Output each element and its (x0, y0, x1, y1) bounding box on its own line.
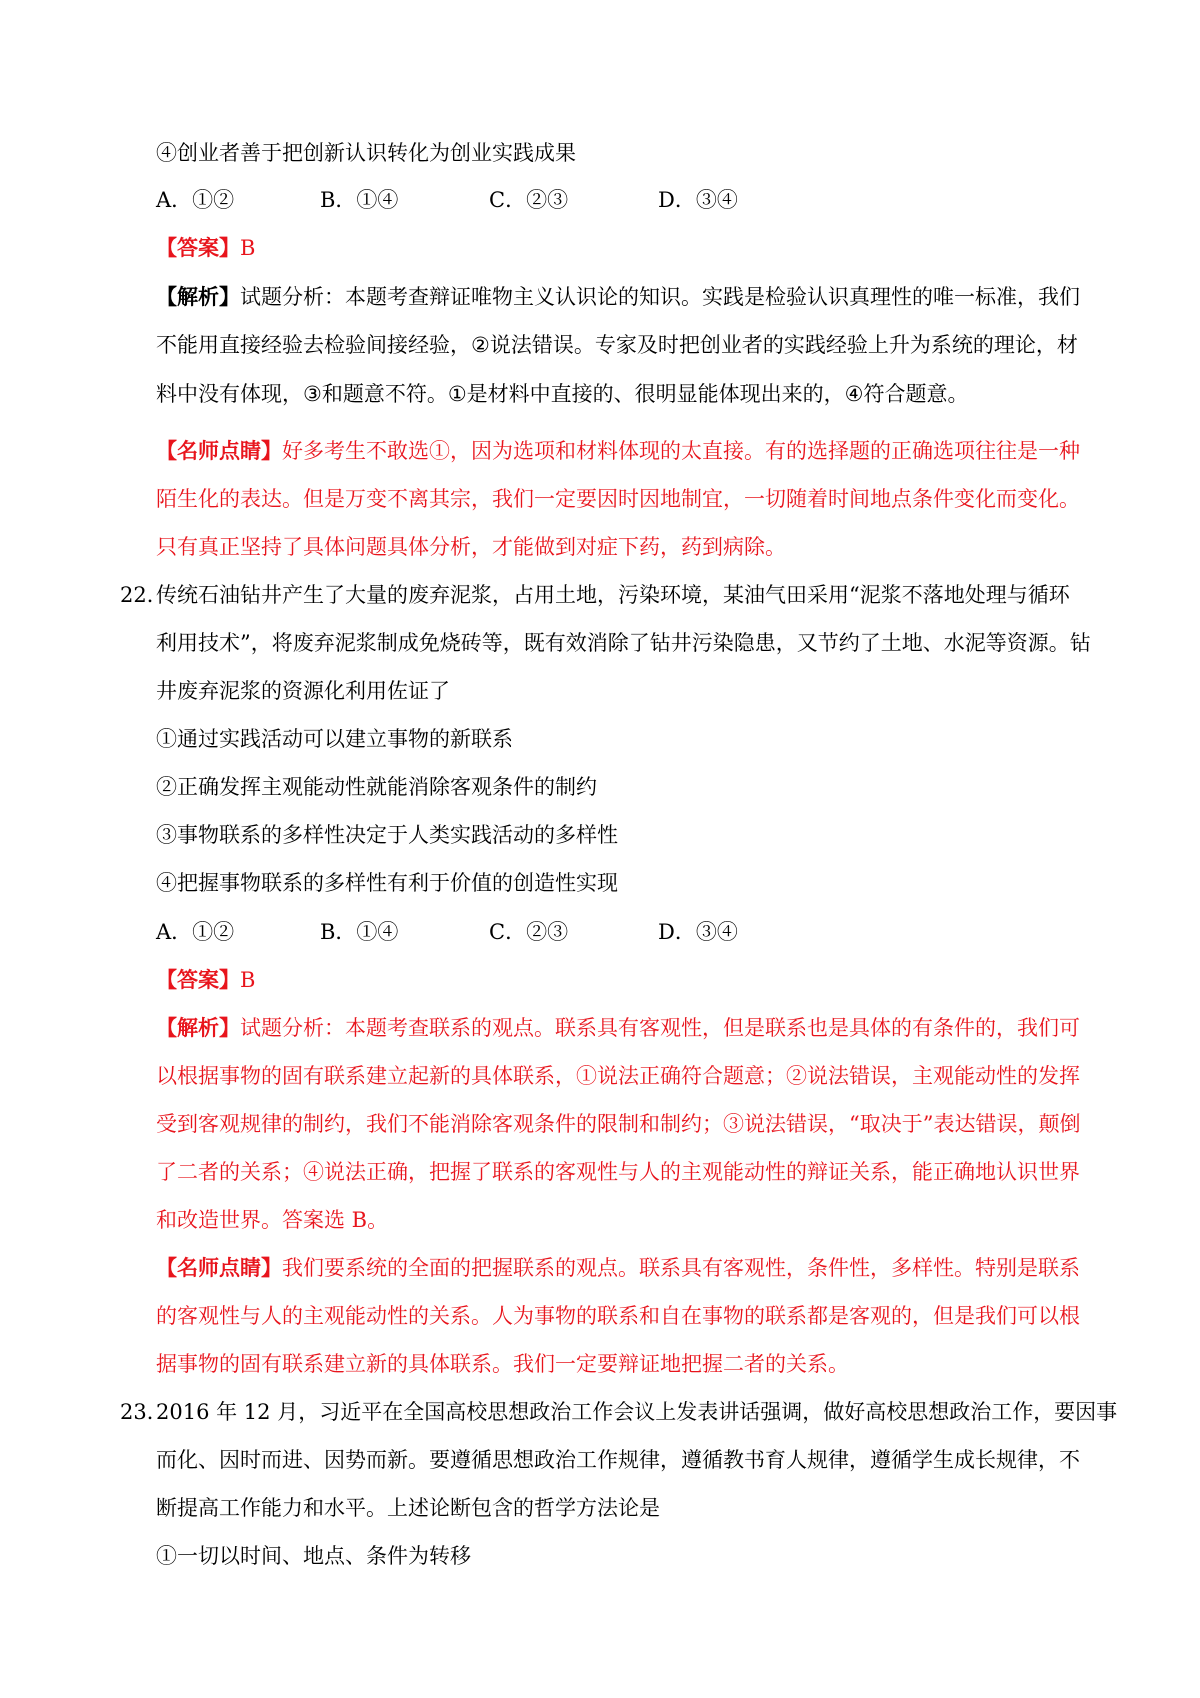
q22-stem-line-1: 传统石油钻井产生了大量的废弃泥浆，占用土地，污染环境，某油气田采用“泥浆不落地处理与循环 (156, 583, 1070, 607)
q22-option-d: D．③④ (658, 920, 738, 944)
q21-answer-value: B (240, 236, 256, 260)
q22-answer-value: B (240, 968, 256, 992)
q22-analysis-label: 【解析】 (156, 1015, 240, 1040)
q23-statement-1: ①一切以时间、地点、条件为转移 (156, 1544, 471, 1568)
q22-analysis-line-2: 以根据事物的固有联系建立起新的具体联系，①说法正确符合题意；②说法错误，主观能动性的发挥 (156, 1064, 1080, 1088)
q22-statement-4: ④把握事物联系的多样性有利于价值的创造性实现 (156, 871, 618, 895)
q21-analysis-text-1: 试题分析：本题考查辩证唯物主义认识论的知识。实践是检验认识真理性的唯一标准，我们 (240, 285, 1080, 309)
q22-analysis-text-1: 试题分析：本题考查联系的观点。联系具有客观性，但是联系也是具体的有条件的，我们可 (240, 1016, 1080, 1040)
q22-tip-line-1 (156, 1253, 1096, 1283)
q22-tip-line-2: 的客观性与人的主观能动性的关系。人为事物的联系和自在事物的联系都是客观的，但是我们可以根 (156, 1304, 1080, 1328)
q22-statement-1: ①通过实践活动可以建立事物的新联系 (156, 727, 513, 751)
q22-answer (156, 965, 1096, 995)
q22-answer-label: 【答案】 (156, 967, 240, 992)
q21-answer-label: 【答案】 (156, 235, 240, 260)
q22-option-a: A．①② (156, 920, 235, 944)
q21-tip-text-1: 好多考生不敢选①，因为选项和材料体现的太直接。有的选择题的正确选项往往是一种 (282, 439, 1080, 463)
q21-tip-line-1 (156, 436, 1096, 466)
q22-statement-2: ②正确发挥主观能动性就能消除客观条件的制约 (156, 775, 597, 799)
q21-analysis-line-2: 不能用直接经验去检验间接经验，②说法错误。专家及时把创业者的实践经验上升为系统的理论，材 (156, 333, 1078, 357)
q21-option-c: C．②③ (489, 188, 569, 212)
q22-analysis-line-3: 受到客观规律的制约，我们不能消除客观条件的限制和制约；③说法错误，“取决于”表达错误，颠倒 (156, 1112, 1081, 1136)
q21-analysis-line-1 (156, 282, 1096, 312)
q22-option-b: B．①④ (320, 920, 399, 944)
q21-option-a: A．①② (156, 188, 235, 212)
q21-answer (156, 233, 1096, 263)
q22-analysis-line-1 (156, 1013, 1096, 1043)
q21-tip-line-3: 只有真正坚持了具体问题具体分析，才能做到对症下药，药到病除。 (156, 535, 786, 559)
q23-stem-line-1: 2016 年 12 月，习近平在全国高校思想政治工作会议上发表讲话强调，做好高校思想政治工作，要因事 (156, 1400, 1118, 1424)
q21-option-d: D．③④ (658, 188, 738, 212)
q21-analysis-line-3: 料中没有体现，③和题意不符。①是材料中直接的、很明显能体现出来的，④符合题意。 (156, 382, 969, 406)
q21-analysis-label: 【解析】 (156, 285, 240, 309)
q22-tip-text-1: 我们要系统的全面的把握联系的观点。联系具有客观性，条件性，多样性。特别是联系 (282, 1256, 1080, 1280)
q21-statement-4: ④创业者善于把创新认识转化为创业实践成果 (156, 141, 576, 165)
q23-stem-line-3: 断提高工作能力和水平。上述论断包含的哲学方法论是 (156, 1496, 660, 1520)
q22-tip-label: 【名师点睛】 (156, 1255, 282, 1280)
q22-stem-line-2: 利用技术”，将废弃泥浆制成免烧砖等，既有效消除了钻井污染隐患，又节约了土地、水泥等资源。钻 (156, 631, 1091, 655)
q22-tip-line-3: 据事物的固有联系建立新的具体联系。我们一定要辩证地把握二者的关系。 (156, 1352, 849, 1376)
q21-tip-label: 【名师点睛】 (156, 438, 282, 463)
q23-number: 23． (120, 1400, 168, 1424)
q22-analysis-line-4: 了二者的关系；④说法正确，把握了联系的客观性与人的主观能动性的辩证关系，能正确地认识世界 (156, 1160, 1080, 1184)
q22-stem-line-3: 井废弃泥浆的资源化利用佐证了 (156, 679, 450, 703)
q21-option-b: B．①④ (320, 188, 399, 212)
q22-statement-3: ③事物联系的多样性决定于人类实践活动的多样性 (156, 823, 618, 847)
q22-option-c: C．②③ (489, 920, 569, 944)
q22-number: 22． (120, 583, 168, 607)
q22-analysis-line-5: 和改造世界。答案选 B。 (156, 1208, 389, 1232)
q23-stem-line-2: 而化、因时而进、因势而新。要遵循思想政治工作规律，遵循教书育人规律，遵循学生成长规律，不 (156, 1448, 1080, 1472)
q21-tip-line-2: 陌生化的表达。但是万变不离其宗，我们一定要因时因地制宜，一切随着时间地点条件变化而变化。 (156, 487, 1080, 511)
